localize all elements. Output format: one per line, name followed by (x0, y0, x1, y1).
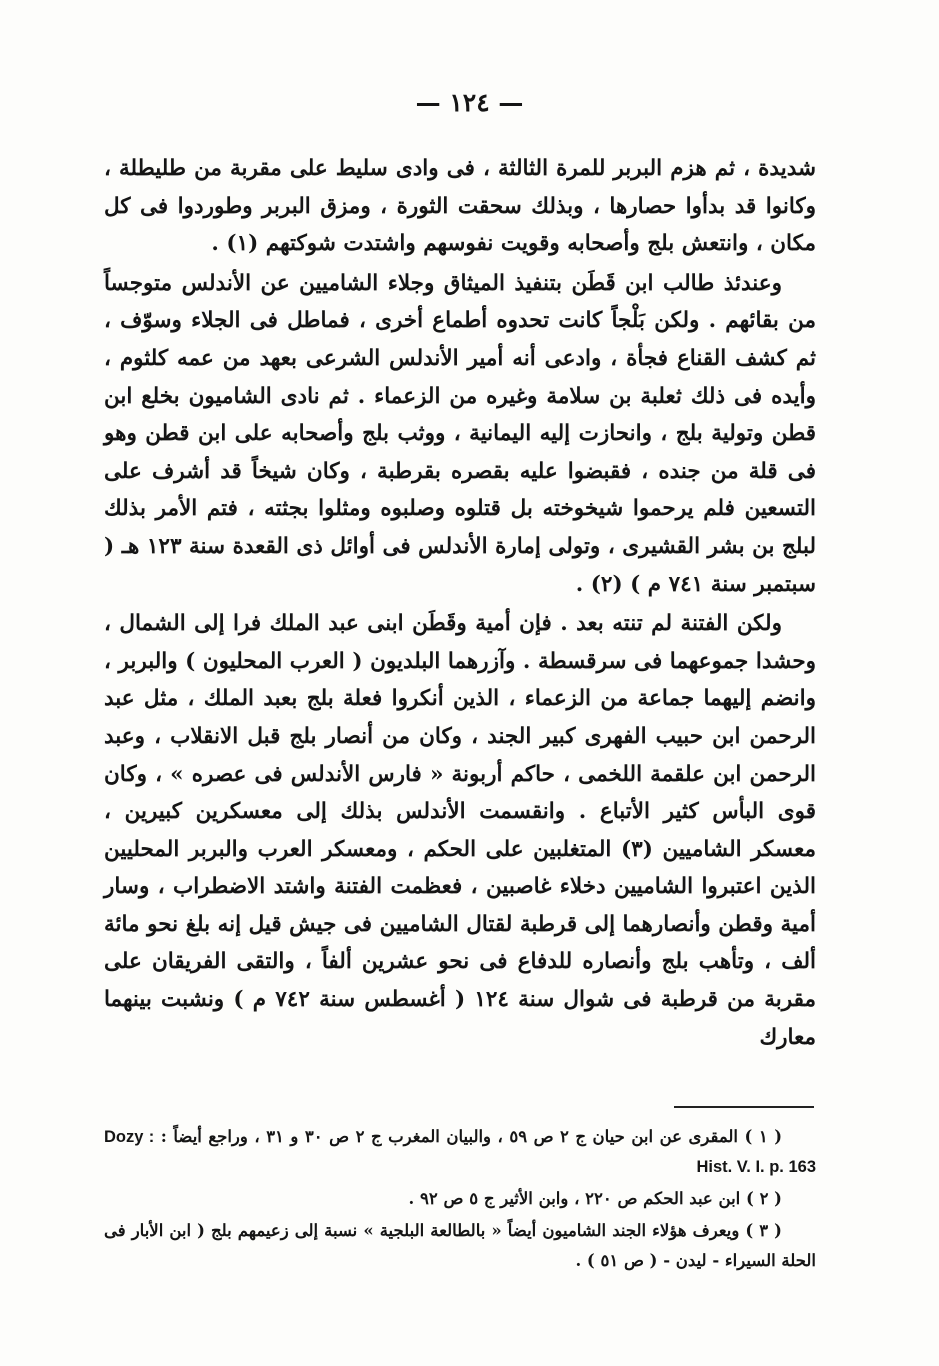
main-text (104, 150, 816, 1056)
footnotes (104, 1122, 816, 1276)
paragraph-2: وعندئذ طالب ابن قَطَن بتنفيذ الميثاق وجلاء الشاميين عن الأندلس متوجساً من بقائهم . ولكن بَلْجاً كانت تحدوه أطماع أخرى ، فماطل فى الجلاء وسوّف ، ثم كشف القناع فجأة ، وادعى أنه أمير الأندلس الشرعى بعهد من عمه كلثوم ، وأيده فى ذلك ثعلبة بن سلامة وغيره من الزعماء . ثم نادى الشاميون بخلع ابن قطن وتولية بلج ، وانحازت إليه اليمانية ، ووثب بلج وأصحابه على ابن قطن وهو فى قلة من جنده ، فقبضوا عليه بقصره بقرطبة ، وكان شيخاً قد أشرف على التسعين فلم يرحموا شيخوخته بل قتلوه وصلبوه ومثلوا بجثته ، فتم الأمر بذلك لبلج بن بشر القشيرى ، وتولى إمارة الأندلس فى أوائل ذى القعدة سنة ١٢٣ هـ ( سبتمبر سنة ٧٤١ م ) (٢) . (104, 270, 817, 597)
paragraph-3: ولكن الفتنة لم تنته بعد . فإن أمية وقَطَن ابنى عبد الملك فرا إلى الشمال ، وحشدا جموعهما فى سرقسطة . وآزرهما البلديون ( العرب المحليون ) والبربر ، وانضم إليهما جماعة من الزعماء ، الذين أنكروا فعلة بلج بعبد الملك ، مثل عبد الرحمن ابن حبيب الفهرى كبير الجند ، وكان من أنصار بلج قبل الانقلاب ، وعبد الرحمن ابن علقمة اللخمى ، حاكم أربونة « فارس الأندلس فى عصره » ، وكان قوى البأس كثير الأتباع . وانقسمت الأندلس بذلك إلى معسكرين كبيرين ، معسكر الشاميين (٣) المتغلبين على الحكم ، ومعسكر العرب والبربر المحليين الذين اعتبروا الشاميين دخلاء غاصبين ، فعظمت الفتنة واشتد الاضطراب ، وسار أمية وقطن وأنصارهما إلى قرطبة لقتال الشاميين فى جيش قيل إنه بلغ نحو مائة ألف ، وتأهب بلج وأنصاره للدفاع فى نحو عشرين ألفاً ، والتقى الفريقان على مقربة من قرطبة فى شوال سنة ١٢٤ ( أغسطس سنة ٧٤٢ م ) ونشبت بينهما معارك (104, 611, 816, 1050)
footnote-2: ( ٢ ) ابن عبد الحكم ص ٢٢٠ ، وابن الأثير ج ٥ ص ٩٢ . (408, 1189, 782, 1208)
footnote-1 (104, 1122, 816, 1182)
footnote-3: ( ٣ ) ويعرف هؤلاء الجند الشاميون أيضاً « بالطالعة البلجية » نسبة إلى زعيمهم بلج ( ابن الأبار فى الحلة السيراء - ليدن - ( ص ٥١ ) . (104, 1221, 816, 1270)
footnote-1-text: ( ١ ) المقرى عن ابن حيان ج ٢ ص ٥٩ ، والبيان المغرب ج ٢ ص ٣٠ و ٣١ ، وراجع أيضاً : (160, 1127, 783, 1146)
footnote-divider (674, 1106, 814, 1108)
paragraph-1: شديدة ، ثم هزم البربر للمرة الثالثة ، فى وادى سليط على مقربة من طليطلة ، وكانوا قد بدأوا حصارها ، وبذلك سحقت الثورة ، ومزق البربر وطوردوا فى كل مكان ، وانتعش بلج وأصحابه وقويت نفوسهم واشتدت شوكتهم (١) . (104, 156, 816, 257)
page-number: — ١٢٤ — (415, 88, 524, 117)
footnote-1-latin-reference: Dozy : Hist. V. I. p. 163 (104, 1128, 816, 1176)
